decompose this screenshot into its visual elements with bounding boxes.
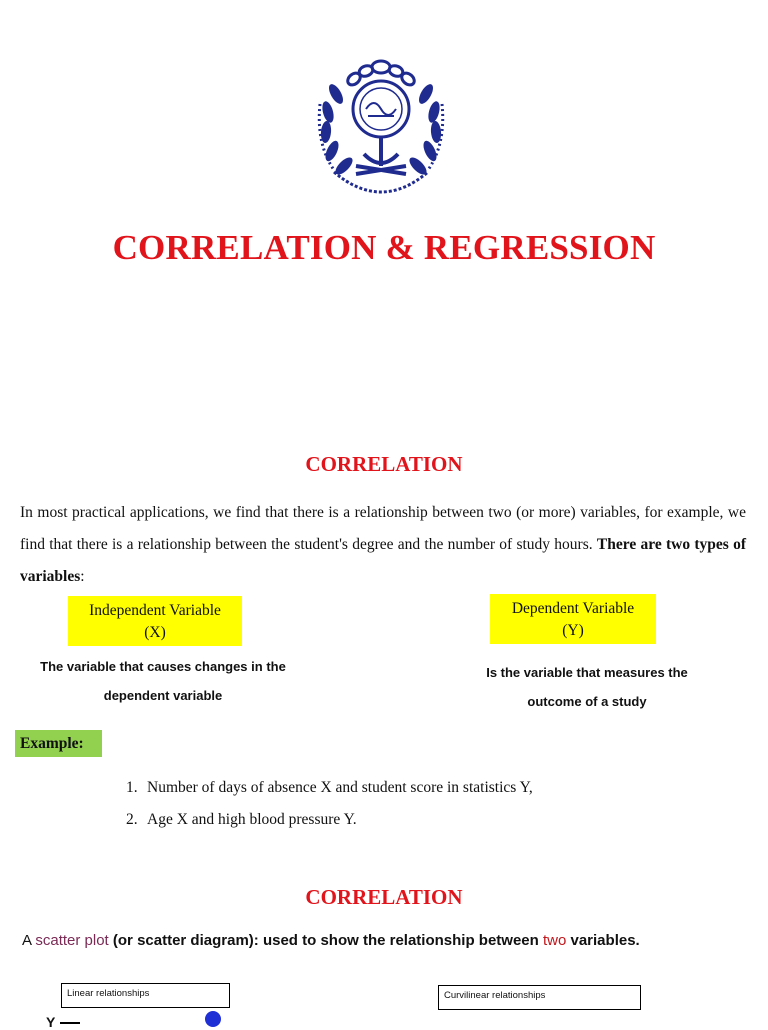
scatter-middle: (or scatter diagram): used to show the relationship between: [108, 932, 543, 949]
laurel-right-icon: [407, 82, 442, 177]
independent-variable-label: Independent Variable: [89, 602, 221, 619]
laurel-left-icon: [320, 82, 355, 177]
list-item-text: Number of days of absence X and student score in statistics Y,: [147, 779, 533, 796]
independent-desc-line2: dependent variable: [103, 688, 223, 703]
dependent-desc-line1: Is the variable that measures the: [486, 665, 688, 680]
section-heading-correlation-2: CORRELATION: [305, 885, 463, 909]
linear-relationships-box: Linear relationships: [61, 983, 230, 1008]
dependent-variable-description: [460, 658, 714, 716]
scatter-two: two: [542, 932, 567, 949]
independent-variable-box: [68, 596, 242, 646]
list-item: [126, 772, 533, 804]
dependent-variable-symbol: (Y): [562, 622, 584, 639]
dependent-desc-line2: outcome of a study: [527, 694, 647, 709]
dependent-variable-label: Dependent Variable: [511, 600, 635, 617]
independent-desc-line1: The variable that causes changes in the: [40, 659, 286, 674]
intro-paragraph: [20, 497, 746, 593]
scatter-point: [205, 1011, 221, 1027]
intro-tail: :: [80, 568, 85, 585]
intro-lead: In most practical applications, we find that there is a relationship between two (or more) variables, for example, we find that there is a relationship between the student's degree and the number of study hours.: [20, 504, 746, 553]
anchor-icon: [356, 138, 406, 174]
example-label: Example:: [15, 730, 102, 757]
scatter-a: A: [22, 932, 36, 949]
curvilinear-relationships-box: Curvilinear relationships: [438, 985, 641, 1010]
scatter-end: variables.: [566, 932, 640, 949]
academy-seal-logo: [306, 54, 456, 202]
scatter-plot-term: scatter plot: [35, 932, 109, 949]
list-item: [126, 804, 533, 836]
example-list: [126, 772, 533, 836]
list-item-text: Age X and high blood pressure Y.: [147, 811, 357, 828]
section-heading-correlation: CORRELATION: [305, 452, 463, 476]
intro-bold: There are two types of variables: [20, 536, 746, 585]
list-item-number: 1.: [126, 779, 138, 796]
independent-variable-symbol: (X): [144, 624, 166, 641]
independent-variable-description: [20, 652, 306, 710]
scatter-plot-definition: [22, 932, 640, 949]
dependent-variable-box: [490, 594, 656, 644]
page-title: CORRELATION & REGRESSION: [112, 228, 656, 267]
list-item-number: 2.: [126, 811, 138, 828]
y-axis-label: Y: [46, 1014, 56, 1030]
